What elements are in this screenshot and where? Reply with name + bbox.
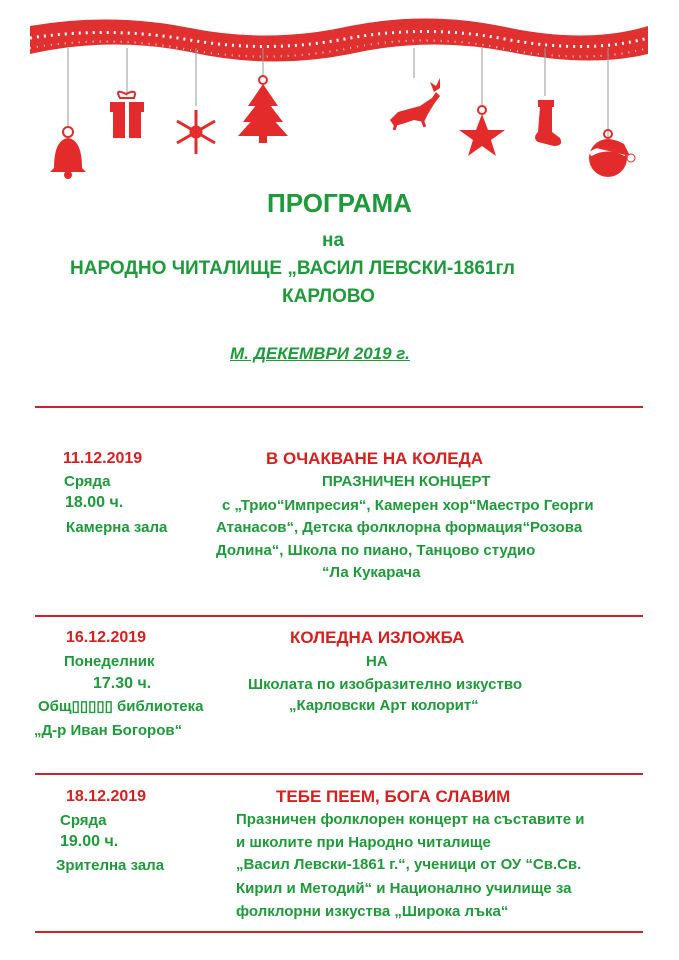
event-date: 11.12.2019 bbox=[63, 450, 143, 467]
event-time: 17.30 ч. bbox=[93, 675, 152, 692]
event-description-line: ПРАЗНИЧЕН КОНЦЕРТ bbox=[322, 473, 491, 490]
event-day: Сряда bbox=[64, 473, 111, 490]
event-description-line: Школата по изобразително изкуство bbox=[248, 676, 523, 693]
divider bbox=[35, 406, 643, 408]
event-venue-line: „Д-р Иван Богоров“ bbox=[34, 722, 183, 739]
event-description-line: „Васил Левски-1861 г.“, ученици от ОУ “Св.Св. bbox=[236, 856, 582, 873]
organization-city: КАРЛОВО bbox=[282, 286, 375, 307]
divider bbox=[35, 931, 643, 933]
event-venue: Зрителна зала bbox=[56, 857, 165, 874]
bell-icon bbox=[50, 127, 86, 179]
event-description-line: Атанасов“, Детска фолклорна формация“Розова bbox=[216, 519, 583, 536]
divider bbox=[35, 773, 643, 775]
event-description-line: фолклорни изкуства „Широка лъка“ bbox=[236, 903, 509, 920]
event-title: ТЕБЕ ПЕЕМ, БОГА СЛАВИМ bbox=[276, 787, 511, 806]
event-description-line: и школите при Народно читалище bbox=[236, 834, 491, 851]
reindeer-icon bbox=[390, 78, 440, 130]
event-description-line: Празничен фолклорен концерт на съставите и bbox=[236, 811, 585, 828]
divider bbox=[35, 615, 643, 617]
santa-hat-ornament-icon bbox=[589, 130, 635, 177]
event-time: 18.00 ч. bbox=[65, 494, 124, 511]
event-description-line: НА bbox=[366, 653, 388, 670]
page-title: ПРОГРАМА bbox=[267, 188, 412, 218]
organization-name: НАРОДНО ЧИТАЛИЩЕ „ВАСИЛ ЛЕВСКИ-1861гл bbox=[70, 258, 515, 279]
event-description-line: Кирил и Методий“ и Национално училище за bbox=[236, 880, 572, 897]
event-title: КОЛЕДНА ИЗЛОЖБА bbox=[290, 628, 465, 647]
event-date: 16.12.2019 bbox=[66, 629, 147, 646]
event-description-line: с „Трио“Импресия“, Камерен хор“Маестро Георги bbox=[222, 497, 594, 514]
program-month: М. ДЕКЕМВРИ 2019 г. bbox=[230, 344, 410, 363]
event-day: Понеделник bbox=[64, 653, 155, 670]
event-venue: Камерна зала bbox=[66, 519, 168, 536]
christmas-banner bbox=[30, 8, 648, 208]
star-icon bbox=[459, 106, 505, 156]
event-day: Сряда bbox=[60, 812, 107, 829]
event-time: 19.00 ч. bbox=[60, 833, 119, 850]
event-description-line: “Ла Кукарача bbox=[322, 564, 421, 581]
tinsel-garland bbox=[30, 18, 648, 61]
event-date: 18.12.2019 bbox=[66, 788, 147, 805]
snowflake-icon bbox=[177, 110, 215, 154]
header-na: на bbox=[322, 230, 345, 251]
event-venue: Общ▯▯▯▯▯ библиотека bbox=[38, 698, 204, 715]
event-description-line: „Карловски Арт колорит“ bbox=[289, 697, 479, 714]
tree-icon bbox=[238, 76, 288, 143]
gift-icon bbox=[110, 92, 144, 138]
event-title: В ОЧАКВАНЕ НА КОЛЕДА bbox=[266, 449, 483, 468]
event-description-line: Долина“, Школа по пиано, Танцово студио bbox=[216, 542, 536, 559]
stocking-icon bbox=[535, 100, 561, 146]
